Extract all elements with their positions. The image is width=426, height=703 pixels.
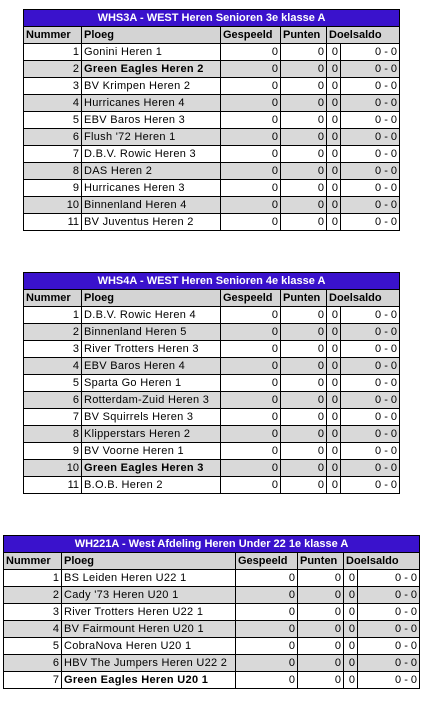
table-row bbox=[24, 341, 400, 358]
goal-score-cell: 0 - 0 bbox=[358, 570, 420, 587]
column-header-row bbox=[24, 27, 400, 44]
played-cell: 0 bbox=[221, 426, 281, 443]
points-cell: 0 bbox=[281, 61, 327, 78]
goal-diff-cell: 0 bbox=[344, 621, 358, 638]
rank-cell: 6 bbox=[4, 655, 62, 672]
rank-cell: 9 bbox=[24, 443, 82, 460]
rank-cell: 1 bbox=[24, 307, 82, 324]
team-name-cell: HBV The Jumpers Heren U22 2 bbox=[62, 655, 236, 672]
rank-cell: 3 bbox=[24, 78, 82, 95]
goal-diff-cell: 0 bbox=[327, 443, 341, 460]
goal-diff-cell: 0 bbox=[327, 95, 341, 112]
column-header-doelsaldo: Doelsaldo bbox=[327, 27, 400, 44]
team-name-cell: B.O.B. Heren 2 bbox=[82, 477, 221, 494]
points-cell: 0 bbox=[298, 672, 344, 689]
table-row bbox=[24, 426, 400, 443]
goal-score-cell: 0 - 0 bbox=[358, 655, 420, 672]
rank-cell: 3 bbox=[24, 341, 82, 358]
rank-cell: 11 bbox=[24, 214, 82, 231]
goal-diff-cell: 0 bbox=[327, 460, 341, 477]
points-cell: 0 bbox=[281, 112, 327, 129]
team-name-cell: Green Eagles Heren U20 1 bbox=[62, 672, 236, 689]
table-row bbox=[24, 409, 400, 426]
column-header-nummer: Nummer bbox=[24, 290, 82, 307]
team-name-cell: BV Krimpen Heren 2 bbox=[82, 78, 221, 95]
goal-diff-cell: 0 bbox=[327, 163, 341, 180]
played-cell: 0 bbox=[221, 146, 281, 163]
goal-score-cell: 0 - 0 bbox=[341, 214, 400, 231]
table-row bbox=[24, 324, 400, 341]
played-cell: 0 bbox=[221, 307, 281, 324]
team-name-cell: BV Juventus Heren 2 bbox=[82, 214, 221, 231]
column-header-ploeg: Ploeg bbox=[82, 27, 221, 44]
points-cell: 0 bbox=[298, 655, 344, 672]
played-cell: 0 bbox=[221, 392, 281, 409]
table-body bbox=[24, 307, 400, 494]
team-name-cell: River Trotters Heren U22 1 bbox=[62, 604, 236, 621]
table-row bbox=[4, 655, 420, 672]
team-name-cell: EBV Baros Heren 3 bbox=[82, 112, 221, 129]
table-row bbox=[24, 460, 400, 477]
table-row bbox=[24, 307, 400, 324]
goal-score-cell: 0 - 0 bbox=[341, 197, 400, 214]
points-cell: 0 bbox=[281, 375, 327, 392]
points-cell: 0 bbox=[298, 638, 344, 655]
points-cell: 0 bbox=[281, 409, 327, 426]
goal-score-cell: 0 - 0 bbox=[358, 621, 420, 638]
goal-score-cell: 0 - 0 bbox=[341, 324, 400, 341]
goal-score-cell: 0 - 0 bbox=[341, 477, 400, 494]
rank-cell: 1 bbox=[24, 44, 82, 61]
points-cell: 0 bbox=[281, 44, 327, 61]
table-row bbox=[4, 638, 420, 655]
column-header-punten: Punten bbox=[281, 290, 327, 307]
rank-cell: 5 bbox=[4, 638, 62, 655]
table-row bbox=[24, 95, 400, 112]
team-name-cell: EBV Baros Heren 4 bbox=[82, 358, 221, 375]
table-row bbox=[4, 672, 420, 689]
goal-score-cell: 0 - 0 bbox=[341, 426, 400, 443]
played-cell: 0 bbox=[221, 375, 281, 392]
points-cell: 0 bbox=[281, 163, 327, 180]
table-row bbox=[24, 477, 400, 494]
points-cell: 0 bbox=[281, 426, 327, 443]
goal-score-cell: 0 - 0 bbox=[341, 443, 400, 460]
rank-cell: 6 bbox=[24, 392, 82, 409]
table-row bbox=[24, 358, 400, 375]
played-cell: 0 bbox=[221, 180, 281, 197]
goal-score-cell: 0 - 0 bbox=[341, 95, 400, 112]
team-name-cell: Klipperstars Heren 2 bbox=[82, 426, 221, 443]
goal-diff-cell: 0 bbox=[344, 672, 358, 689]
goal-diff-cell: 0 bbox=[327, 477, 341, 494]
team-name-cell: Flush '72 Heren 1 bbox=[82, 129, 221, 146]
rank-cell: 10 bbox=[24, 460, 82, 477]
goal-diff-cell: 0 bbox=[327, 146, 341, 163]
table-row bbox=[24, 443, 400, 460]
goal-diff-cell: 0 bbox=[344, 570, 358, 587]
table-title: WHS3A - WEST Heren Senioren 3e klasse A bbox=[24, 10, 400, 27]
points-cell: 0 bbox=[281, 95, 327, 112]
played-cell: 0 bbox=[221, 129, 281, 146]
points-cell: 0 bbox=[281, 341, 327, 358]
points-cell: 0 bbox=[281, 197, 327, 214]
team-name-cell: Gonini Heren 1 bbox=[82, 44, 221, 61]
goal-score-cell: 0 - 0 bbox=[341, 112, 400, 129]
rank-cell: 10 bbox=[24, 197, 82, 214]
team-name-cell: BV Voorne Heren 1 bbox=[82, 443, 221, 460]
goal-score-cell: 0 - 0 bbox=[358, 638, 420, 655]
team-name-cell: Binnenland Heren 4 bbox=[82, 197, 221, 214]
points-cell: 0 bbox=[281, 392, 327, 409]
played-cell: 0 bbox=[221, 443, 281, 460]
played-cell: 0 bbox=[236, 604, 298, 621]
goal-diff-cell: 0 bbox=[327, 324, 341, 341]
rank-cell: 2 bbox=[4, 587, 62, 604]
goal-score-cell: 0 - 0 bbox=[341, 163, 400, 180]
table-row bbox=[24, 163, 400, 180]
team-name-cell: Sparta Go Heren 1 bbox=[82, 375, 221, 392]
team-name-cell: BV Squirrels Heren 3 bbox=[82, 409, 221, 426]
goal-score-cell: 0 - 0 bbox=[358, 672, 420, 689]
points-cell: 0 bbox=[281, 358, 327, 375]
points-cell: 0 bbox=[281, 180, 327, 197]
table-row bbox=[24, 392, 400, 409]
goal-diff-cell: 0 bbox=[344, 638, 358, 655]
played-cell: 0 bbox=[221, 95, 281, 112]
rank-cell: 2 bbox=[24, 324, 82, 341]
played-cell: 0 bbox=[236, 638, 298, 655]
goal-score-cell: 0 - 0 bbox=[341, 61, 400, 78]
goal-diff-cell: 0 bbox=[327, 112, 341, 129]
played-cell: 0 bbox=[236, 570, 298, 587]
points-cell: 0 bbox=[281, 307, 327, 324]
rank-cell: 6 bbox=[24, 129, 82, 146]
table-body bbox=[24, 44, 400, 231]
team-name-cell: Green Eagles Heren 3 bbox=[82, 460, 221, 477]
rank-cell: 4 bbox=[24, 95, 82, 112]
goal-diff-cell: 0 bbox=[327, 78, 341, 95]
played-cell: 0 bbox=[221, 341, 281, 358]
points-cell: 0 bbox=[281, 146, 327, 163]
column-header-punten: Punten bbox=[281, 27, 327, 44]
rank-cell: 7 bbox=[4, 672, 62, 689]
goal-score-cell: 0 - 0 bbox=[358, 587, 420, 604]
played-cell: 0 bbox=[236, 672, 298, 689]
goal-score-cell: 0 - 0 bbox=[341, 460, 400, 477]
played-cell: 0 bbox=[221, 324, 281, 341]
played-cell: 0 bbox=[221, 78, 281, 95]
column-header-row bbox=[4, 553, 420, 570]
goal-diff-cell: 0 bbox=[344, 587, 358, 604]
table-row bbox=[24, 197, 400, 214]
rank-cell: 1 bbox=[4, 570, 62, 587]
team-name-cell: Cady '73 Heren U20 1 bbox=[62, 587, 236, 604]
points-cell: 0 bbox=[281, 477, 327, 494]
team-name-cell: Binnenland Heren 5 bbox=[82, 324, 221, 341]
table-row bbox=[24, 214, 400, 231]
played-cell: 0 bbox=[221, 44, 281, 61]
points-cell: 0 bbox=[281, 78, 327, 95]
points-cell: 0 bbox=[298, 604, 344, 621]
table-row bbox=[24, 44, 400, 61]
goal-score-cell: 0 - 0 bbox=[341, 341, 400, 358]
goal-diff-cell: 0 bbox=[327, 61, 341, 78]
played-cell: 0 bbox=[221, 112, 281, 129]
team-name-cell: D.B.V. Rowic Heren 4 bbox=[82, 307, 221, 324]
table-row bbox=[24, 61, 400, 78]
points-cell: 0 bbox=[281, 324, 327, 341]
points-cell: 0 bbox=[281, 214, 327, 231]
team-name-cell: CobraNova Heren U20 1 bbox=[62, 638, 236, 655]
team-name-cell: D.B.V. Rowic Heren 3 bbox=[82, 146, 221, 163]
points-cell: 0 bbox=[298, 570, 344, 587]
goal-diff-cell: 0 bbox=[327, 375, 341, 392]
table-row bbox=[24, 112, 400, 129]
team-name-cell: Rotterdam-Zuid Heren 3 bbox=[82, 392, 221, 409]
column-header-nummer: Nummer bbox=[4, 553, 62, 570]
table-body bbox=[4, 570, 420, 689]
rank-cell: 4 bbox=[4, 621, 62, 638]
goal-score-cell: 0 - 0 bbox=[341, 129, 400, 146]
table-row bbox=[4, 587, 420, 604]
team-name-cell: Hurricanes Heren 3 bbox=[82, 180, 221, 197]
rank-cell: 7 bbox=[24, 146, 82, 163]
column-header-ploeg: Ploeg bbox=[62, 553, 236, 570]
rank-cell: 8 bbox=[24, 163, 82, 180]
goal-diff-cell: 0 bbox=[327, 197, 341, 214]
points-cell: 0 bbox=[281, 443, 327, 460]
goal-score-cell: 0 - 0 bbox=[341, 146, 400, 163]
rank-cell: 5 bbox=[24, 375, 82, 392]
points-cell: 0 bbox=[281, 129, 327, 146]
column-header-punten: Punten bbox=[298, 553, 344, 570]
goal-score-cell: 0 - 0 bbox=[341, 44, 400, 61]
rank-cell: 3 bbox=[4, 604, 62, 621]
played-cell: 0 bbox=[221, 61, 281, 78]
rank-cell: 4 bbox=[24, 358, 82, 375]
goal-diff-cell: 0 bbox=[327, 214, 341, 231]
goal-score-cell: 0 - 0 bbox=[341, 375, 400, 392]
column-header-gespeeld: Gespeeld bbox=[221, 27, 281, 44]
table-row bbox=[24, 375, 400, 392]
rank-cell: 9 bbox=[24, 180, 82, 197]
team-name-cell: Green Eagles Heren 2 bbox=[82, 61, 221, 78]
played-cell: 0 bbox=[221, 477, 281, 494]
goal-diff-cell: 0 bbox=[327, 358, 341, 375]
played-cell: 0 bbox=[236, 655, 298, 672]
played-cell: 0 bbox=[221, 197, 281, 214]
rank-cell: 7 bbox=[24, 409, 82, 426]
standings-table-wh221a bbox=[3, 535, 420, 689]
team-name-cell: DAS Heren 2 bbox=[82, 163, 221, 180]
rank-cell: 5 bbox=[24, 112, 82, 129]
table-row bbox=[4, 621, 420, 638]
goal-diff-cell: 0 bbox=[327, 180, 341, 197]
table-row bbox=[4, 570, 420, 587]
points-cell: 0 bbox=[298, 587, 344, 604]
goal-score-cell: 0 - 0 bbox=[341, 358, 400, 375]
goal-score-cell: 0 - 0 bbox=[341, 409, 400, 426]
table-title: WH221A - West Afdeling Heren Under 22 1e klasse A bbox=[4, 536, 420, 553]
goal-score-cell: 0 - 0 bbox=[341, 180, 400, 197]
played-cell: 0 bbox=[221, 409, 281, 426]
column-header-gespeeld: Gespeeld bbox=[221, 290, 281, 307]
rank-cell: 11 bbox=[24, 477, 82, 494]
standings-table-whs4a bbox=[23, 272, 400, 494]
played-cell: 0 bbox=[221, 358, 281, 375]
table-row bbox=[24, 180, 400, 197]
team-name-cell: BV Fairmount Heren U20 1 bbox=[62, 621, 236, 638]
goal-diff-cell: 0 bbox=[327, 392, 341, 409]
goal-diff-cell: 0 bbox=[344, 655, 358, 672]
column-header-doelsaldo: Doelsaldo bbox=[327, 290, 400, 307]
table-title: WHS4A - WEST Heren Senioren 4e klasse A bbox=[24, 273, 400, 290]
played-cell: 0 bbox=[221, 460, 281, 477]
played-cell: 0 bbox=[221, 163, 281, 180]
team-name-cell: BS Leiden Heren U22 1 bbox=[62, 570, 236, 587]
goal-diff-cell: 0 bbox=[327, 426, 341, 443]
goal-diff-cell: 0 bbox=[327, 44, 341, 61]
table-row bbox=[24, 146, 400, 163]
goal-diff-cell: 0 bbox=[327, 307, 341, 324]
standings-table-whs3a bbox=[23, 9, 400, 231]
table-row bbox=[4, 604, 420, 621]
table-row bbox=[24, 129, 400, 146]
team-name-cell: Hurricanes Heren 4 bbox=[82, 95, 221, 112]
goal-diff-cell: 0 bbox=[327, 409, 341, 426]
table-row bbox=[24, 78, 400, 95]
goal-score-cell: 0 - 0 bbox=[341, 78, 400, 95]
column-header-ploeg: Ploeg bbox=[82, 290, 221, 307]
goal-score-cell: 0 - 0 bbox=[358, 604, 420, 621]
goal-score-cell: 0 - 0 bbox=[341, 392, 400, 409]
goal-diff-cell: 0 bbox=[327, 129, 341, 146]
rank-cell: 2 bbox=[24, 61, 82, 78]
column-header-nummer: Nummer bbox=[24, 27, 82, 44]
points-cell: 0 bbox=[298, 621, 344, 638]
rank-cell: 8 bbox=[24, 426, 82, 443]
column-header-gespeeld: Gespeeld bbox=[236, 553, 298, 570]
team-name-cell: River Trotters Heren 3 bbox=[82, 341, 221, 358]
goal-score-cell: 0 - 0 bbox=[341, 307, 400, 324]
played-cell: 0 bbox=[221, 214, 281, 231]
goal-diff-cell: 0 bbox=[327, 341, 341, 358]
played-cell: 0 bbox=[236, 587, 298, 604]
played-cell: 0 bbox=[236, 621, 298, 638]
goal-diff-cell: 0 bbox=[344, 604, 358, 621]
column-header-row bbox=[24, 290, 400, 307]
points-cell: 0 bbox=[281, 460, 327, 477]
column-header-doelsaldo: Doelsaldo bbox=[344, 553, 420, 570]
